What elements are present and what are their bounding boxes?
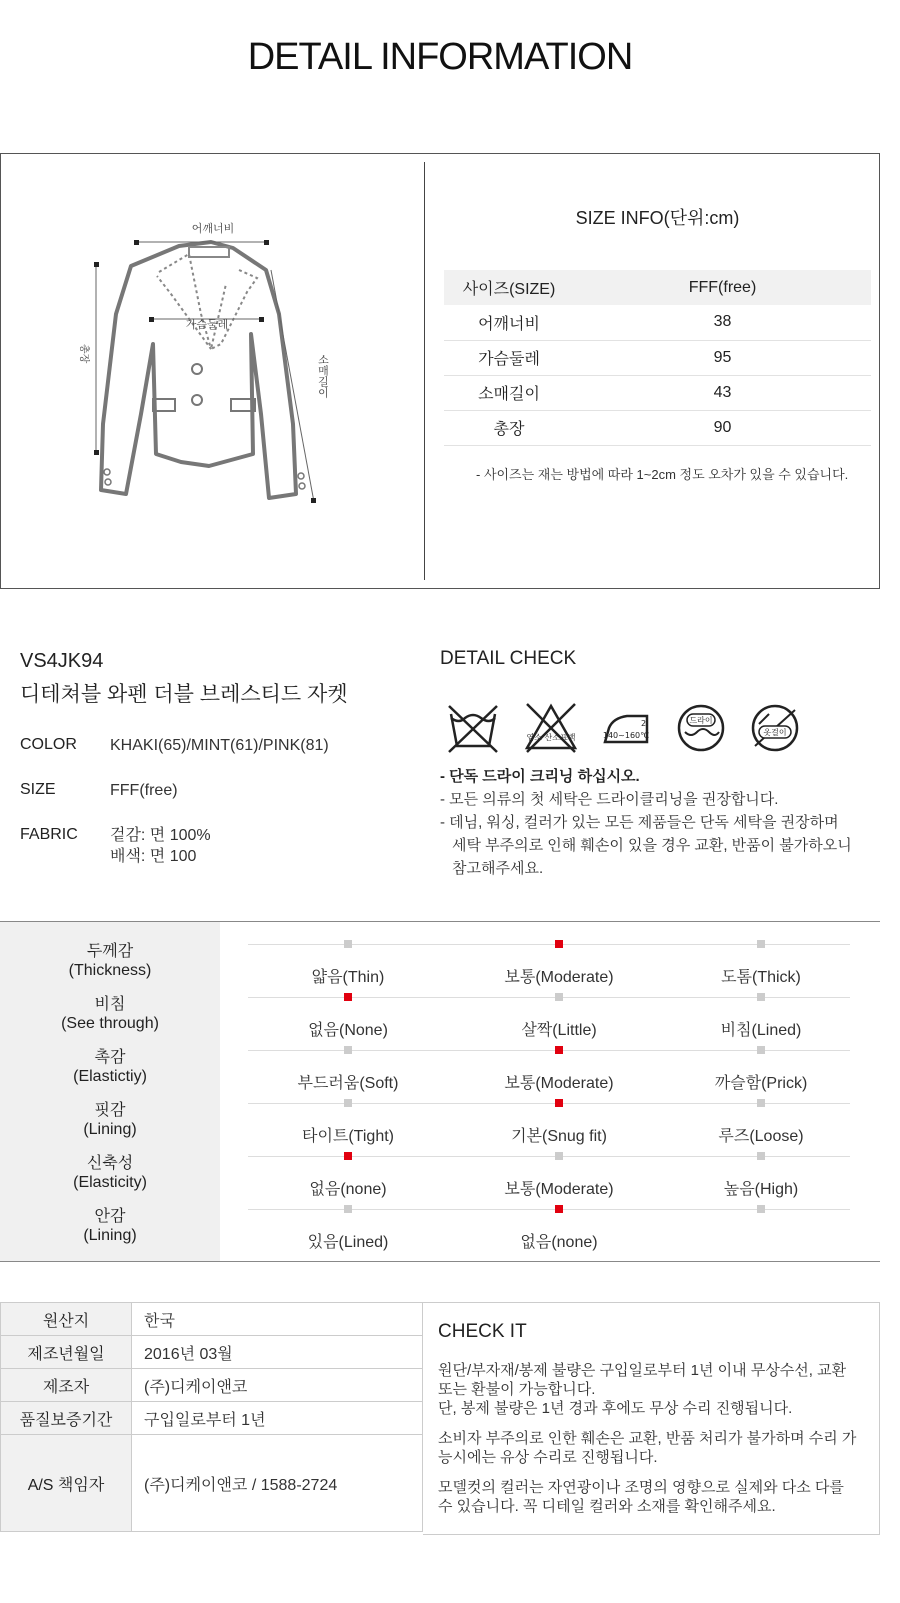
page-title: DETAIL INFORMATION bbox=[247, 36, 633, 78]
product-code: VS4JK94 bbox=[20, 650, 104, 672]
feel-marker bbox=[344, 940, 352, 948]
size-row-label: 어깨너비 bbox=[444, 305, 574, 340]
origin-value: (주)디케이앤코 bbox=[132, 1369, 423, 1402]
feel-marker-selected bbox=[344, 1152, 352, 1160]
fabric-feel-section bbox=[0, 921, 880, 1262]
dry-clean-text: 드라이 bbox=[689, 716, 713, 725]
care-line: - 단독 드라이 크리닝 하십시오. bbox=[440, 768, 640, 785]
size-row-label: 총장 bbox=[444, 410, 574, 445]
feel-name-ko: 두께감 bbox=[86, 943, 134, 960]
check-it-box bbox=[423, 1302, 880, 1535]
feel-option: 없음(none) bbox=[309, 1181, 387, 1198]
feel-marker-selected bbox=[555, 1099, 563, 1107]
feel-row bbox=[0, 1028, 880, 1092]
no-bleach-icon bbox=[523, 700, 579, 756]
care-icons bbox=[445, 700, 805, 756]
product-name: 디테쳐블 와펜 더블 브레스티드 자켓 bbox=[20, 683, 348, 706]
check-line: 원단/부자재/봉제 불량은 구입일로부터 1년 이내 무상수선, 교환 bbox=[438, 1362, 847, 1379]
feel-marker bbox=[555, 1152, 563, 1160]
origin-value: (주)디케이앤코 / 1588-2724 bbox=[132, 1435, 423, 1532]
feel-name-en: (Elastictiy) bbox=[73, 1068, 147, 1085]
no-hand-wash-icon bbox=[445, 700, 501, 756]
feel-marker bbox=[757, 1205, 765, 1213]
spec-value-fabric: 겉감: 면 100% bbox=[110, 827, 211, 844]
size-row-label: 가슴둘레 bbox=[444, 340, 574, 375]
spec-value-color: KHAKI(65)/MINT(61)/PINK(81) bbox=[110, 737, 329, 754]
care-line: - 모든 의류의 첫 세탁은 드라이클리닝을 권장합니다. bbox=[440, 791, 779, 808]
table-row bbox=[1, 1303, 423, 1336]
spec-label-color: COLOR bbox=[20, 736, 77, 753]
check-line: 또는 환불이 가능합니다. bbox=[438, 1381, 596, 1398]
size-row-value: 90 bbox=[574, 410, 871, 445]
table-row bbox=[444, 340, 871, 375]
detail-check-title: DETAIL CHECK bbox=[440, 648, 577, 669]
feel-marker bbox=[344, 1205, 352, 1213]
check-line: 수 있습니다. 꼭 디테일 컬러와 소재를 확인해주세요. bbox=[438, 1498, 776, 1515]
origin-value: 2016년 03월 bbox=[132, 1336, 423, 1369]
jacket-size-diagram bbox=[61, 214, 361, 534]
origin-value: 구입일로부터 1년 bbox=[132, 1402, 423, 1435]
iron-icon bbox=[597, 700, 653, 756]
feel-option: 살짝(Little) bbox=[521, 1022, 597, 1039]
size-info-title: SIZE INFO(단위:cm) bbox=[575, 208, 740, 228]
feel-name-ko: 안감 bbox=[94, 1208, 126, 1225]
origin-key: A/S 책임자 bbox=[1, 1435, 132, 1532]
check-line: 모델컷의 컬러는 자연광이나 조명의 영향으로 실제와 다소 다를 bbox=[438, 1479, 844, 1496]
feel-option: 도톰(Thick) bbox=[721, 969, 801, 986]
feel-option: 없음(None) bbox=[308, 1022, 388, 1039]
feel-row-label bbox=[0, 1207, 220, 1245]
feel-name-ko: 핏감 bbox=[94, 1102, 126, 1119]
size-header-label: 사이즈(SIZE) bbox=[444, 270, 574, 305]
feel-option: 있음(Lined) bbox=[307, 1234, 389, 1251]
table-row bbox=[444, 375, 871, 410]
feel-name-ko: 신축성 bbox=[86, 1155, 134, 1172]
care-instructions bbox=[440, 765, 852, 880]
size-row-label: 소매길이 bbox=[444, 375, 574, 410]
feel-name-en: (Thickness) bbox=[68, 962, 152, 979]
hang-dry-icon bbox=[747, 700, 803, 756]
spec-label-fabric: FABRIC bbox=[20, 826, 78, 843]
feel-name-en: (Lining) bbox=[83, 1227, 137, 1244]
feel-option: 비침(Lined) bbox=[720, 1022, 802, 1039]
feel-option: 루즈(Loose) bbox=[718, 1128, 804, 1145]
feel-option: 까슬함(Prick) bbox=[714, 1075, 808, 1092]
table-row bbox=[1, 1336, 423, 1369]
size-divider bbox=[424, 162, 425, 580]
origin-key: 제조년월일 bbox=[1, 1336, 132, 1369]
feel-option: 보통(Moderate) bbox=[504, 1075, 614, 1092]
table-row bbox=[1, 1435, 423, 1532]
origin-info-table bbox=[0, 1302, 423, 1532]
check-line: 소비자 부주의로 인한 훼손은 교환, 반품 처리가 불가하며 수리 가 bbox=[438, 1430, 857, 1447]
feel-option: 높음(High) bbox=[723, 1181, 799, 1198]
feel-name-en: (See through) bbox=[61, 1015, 159, 1032]
feel-marker bbox=[757, 993, 765, 1001]
feel-option: 부드러움(Soft) bbox=[297, 1075, 399, 1092]
feel-marker bbox=[344, 1046, 352, 1054]
table-row bbox=[1, 1369, 423, 1402]
dry-clean-icon bbox=[673, 700, 729, 756]
size-header-value: FFF(free) bbox=[574, 270, 871, 305]
feel-name-ko: 비침 bbox=[94, 996, 126, 1013]
table-row bbox=[444, 305, 871, 340]
check-line: 단, 봉제 불량은 1년 경과 후에도 무상 수리 진행됩니다. bbox=[438, 1400, 793, 1417]
diagram-length-label: 총장 bbox=[78, 344, 89, 364]
feel-row bbox=[0, 975, 880, 1039]
iron-temp: 140~160℃ bbox=[602, 731, 650, 740]
spec-value-size: FFF(free) bbox=[110, 782, 178, 799]
diagram-sleeve-label: 소매길이 bbox=[316, 354, 330, 398]
origin-key: 원산지 bbox=[1, 1303, 132, 1336]
spec-value-fabric-2: 배색: 면 100 bbox=[110, 848, 197, 865]
feel-option: 타이트(Tight) bbox=[301, 1128, 394, 1145]
feel-option: 없음(none) bbox=[520, 1234, 598, 1251]
care-line: - 데님, 워싱, 컬러가 있는 모든 제품들은 단독 세탁을 권장하며 bbox=[440, 814, 839, 831]
size-table bbox=[444, 270, 871, 446]
check-it-title: CHECK IT bbox=[438, 1321, 527, 1342]
spec-label-size: SIZE bbox=[20, 781, 56, 798]
feel-marker bbox=[757, 1046, 765, 1054]
size-note: - 사이즈는 재는 방법에 따라 1~2cm 정도 오차가 있을 수 있습니다. bbox=[476, 467, 849, 482]
iron-dots: 2 bbox=[641, 719, 647, 728]
hang-dry-text: 옷걸이 bbox=[763, 728, 787, 737]
origin-key: 제조자 bbox=[1, 1369, 132, 1402]
care-line: 참고해주세요. bbox=[452, 860, 544, 877]
feel-marker bbox=[757, 1152, 765, 1160]
feel-marker bbox=[344, 1099, 352, 1107]
no-bleach-text: 염소 산소표백 bbox=[526, 733, 576, 742]
feel-marker-selected bbox=[555, 1046, 563, 1054]
feel-name-en: (Elasticity) bbox=[73, 1174, 147, 1191]
feel-marker-selected bbox=[555, 1205, 563, 1213]
feel-row bbox=[0, 1187, 880, 1251]
check-line: 능시에는 유상 수리로 진행됩니다. bbox=[438, 1449, 658, 1466]
feel-marker bbox=[757, 940, 765, 948]
size-row-value: 95 bbox=[574, 340, 871, 375]
feel-row bbox=[0, 1134, 880, 1198]
feel-marker-selected bbox=[344, 993, 352, 1001]
check-it-paragraph bbox=[438, 1361, 868, 1418]
feel-row bbox=[0, 922, 880, 986]
feel-marker bbox=[757, 1099, 765, 1107]
check-it-paragraph bbox=[438, 1478, 868, 1516]
feel-option: 기본(Snug fit) bbox=[511, 1128, 607, 1145]
size-row-value: 38 bbox=[574, 305, 871, 340]
feel-name-ko: 촉감 bbox=[94, 1049, 126, 1066]
care-line: 세탁 부주의로 인해 훼손이 있을 경우 교환, 반품이 불가하오니 bbox=[452, 837, 852, 854]
origin-key: 품질보증기간 bbox=[1, 1402, 132, 1435]
diagram-shoulder-label: 어깨너비 bbox=[191, 222, 235, 235]
check-it-paragraph bbox=[438, 1429, 868, 1467]
feel-row bbox=[0, 1081, 880, 1145]
feel-option: 보통(Moderate) bbox=[504, 1181, 614, 1198]
feel-name-en: (Lining) bbox=[83, 1121, 137, 1138]
feel-marker bbox=[555, 993, 563, 1001]
origin-value: 한국 bbox=[132, 1303, 423, 1336]
feel-marker-selected bbox=[555, 940, 563, 948]
diagram-chest-label: 가슴둘레 bbox=[185, 318, 229, 331]
size-row-value: 43 bbox=[574, 375, 871, 410]
size-section bbox=[0, 153, 880, 589]
feel-option: 보통(Moderate) bbox=[504, 969, 614, 986]
table-row bbox=[444, 410, 871, 445]
feel-option: 얇음(Thin) bbox=[311, 969, 385, 986]
table-row bbox=[1, 1402, 423, 1435]
